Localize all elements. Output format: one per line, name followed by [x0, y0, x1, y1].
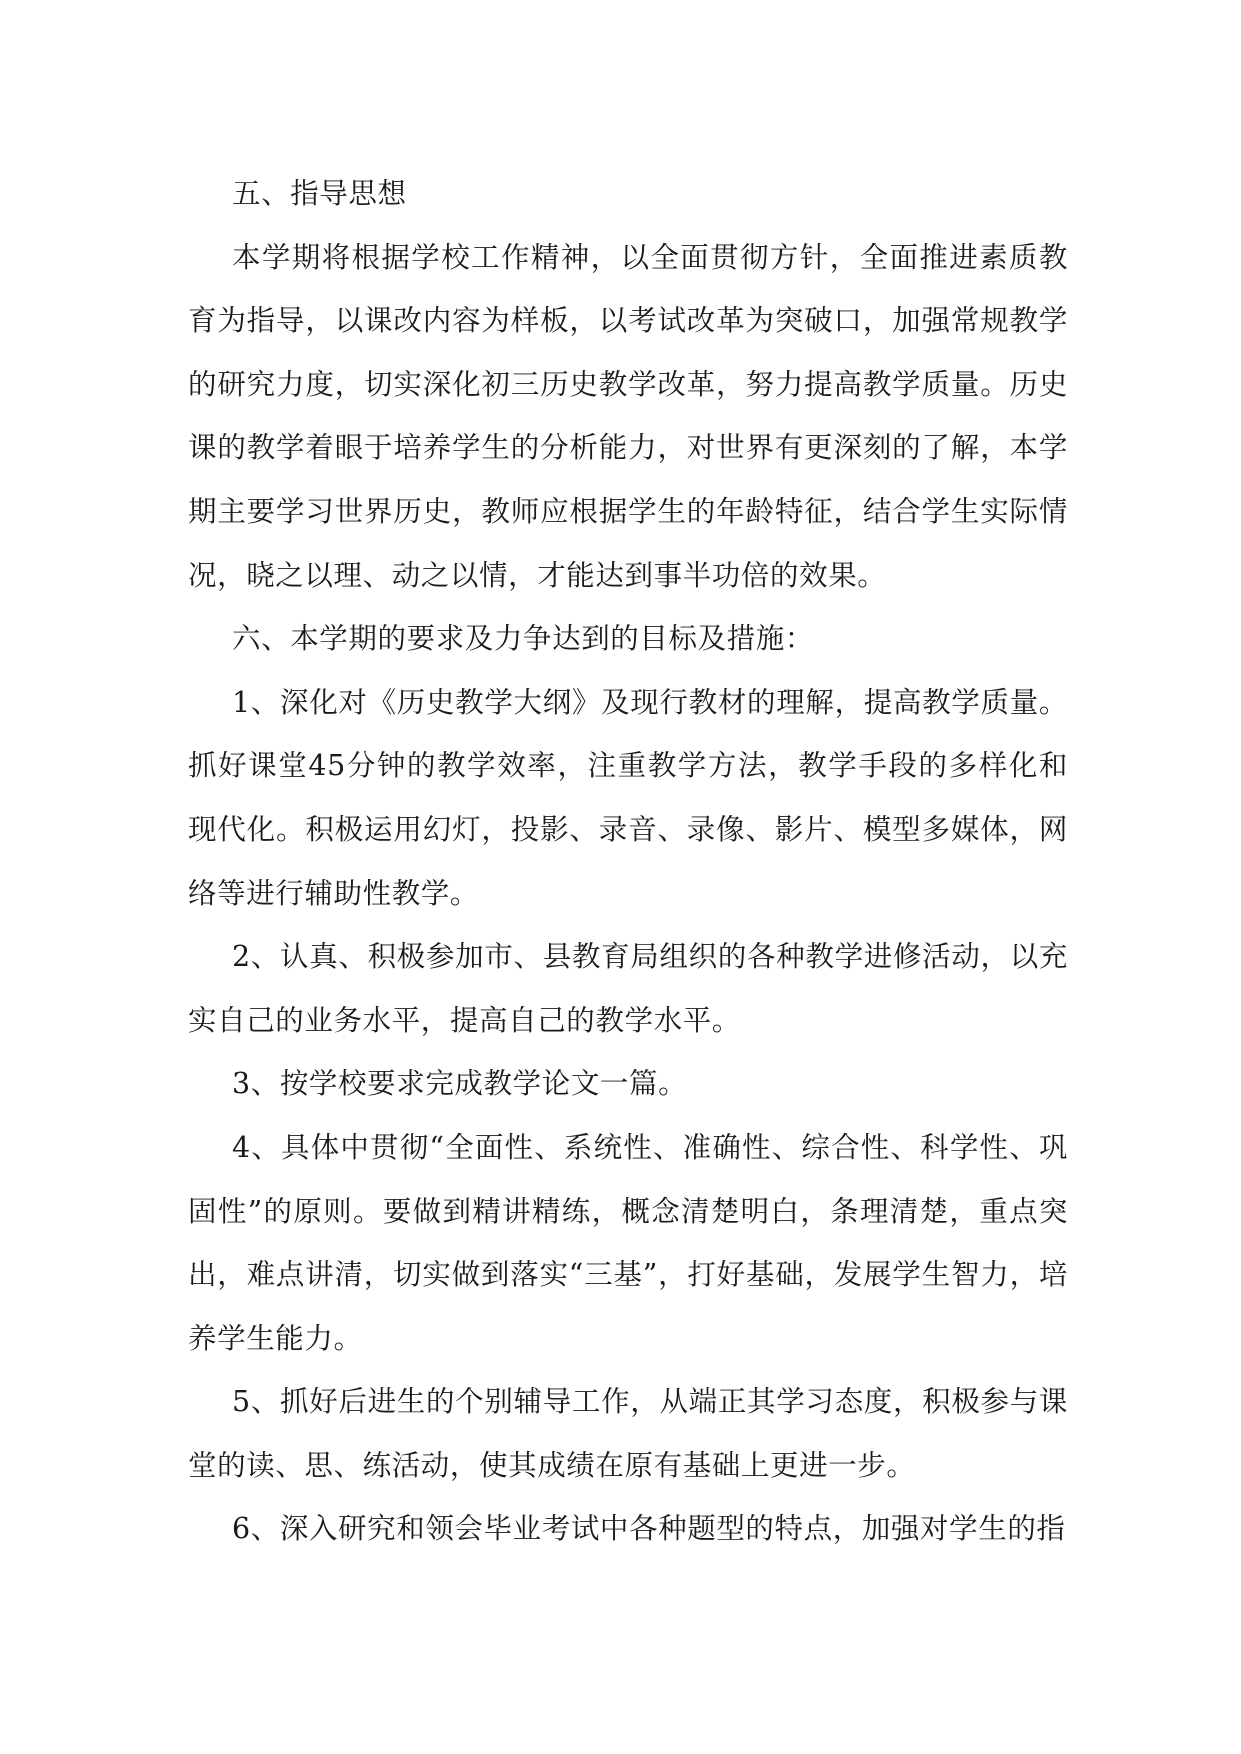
measure-item-1: 1、深化对《历史教学大纲》及现行教材的理解，提高教学质量。抓好课堂45分钟的教学效率，注重教学方法，教学手段的多样化和现代化。积极运用幻灯，投影、录音、录像、影片、模型多媒体，网络等进行辅助性教学。	[188, 685, 1068, 910]
section-heading-goals-measures: 六、本学期的要求及力争达到的目标及措施：	[232, 622, 815, 656]
measure-item-6: 6、深入研究和领会毕业考试中各种题型的特点，加强对学生的指	[232, 1512, 1066, 1546]
guiding-thought-paragraph: 本学期将根据学校工作精神，以全面贯彻方针，全面推进素质教育为指导，以课改内容为样板，以考试改革为突破口，加强常规教学的研究力度，切实深化初三历史教学改革，努力提高教学质量。历史课的教学着眼于培养学生的分析能力，对世界有更深刻的了解，本学期主要学习世界历史，教师应根据学生的年龄特征，结合学生实际情况，晓之以理、动之以情，才能达到事半功倍的效果。	[188, 240, 1068, 592]
measure-item-4: 4、具体中贯彻“全面性、系统性、准确性、综合性、科学性、巩固性”的原则。要做到精讲精练，概念清楚明白，条理清楚，重点突出，难点讲清，切实做到落实“三基”，打好基础，发展学生智力，培养学生能力。	[188, 1130, 1068, 1355]
measure-item-2: 2、认真、积极参加市、县教育局组织的各种教学进修活动，以充实自己的业务水平，提高自己的教学水平。	[188, 940, 1068, 1037]
section-heading-guiding-thought: 五、指导思想	[232, 177, 407, 210]
document-body	[188, 162, 1068, 1561]
measure-item-5: 5、抓好后进生的个别辅导工作，从端正其学习态度，积极参与课堂的读、思、练活动，使其成绩在原有基础上更进一步。	[188, 1385, 1068, 1482]
measure-item-3: 3、按学校要求完成教学论文一篇。	[232, 1067, 688, 1101]
